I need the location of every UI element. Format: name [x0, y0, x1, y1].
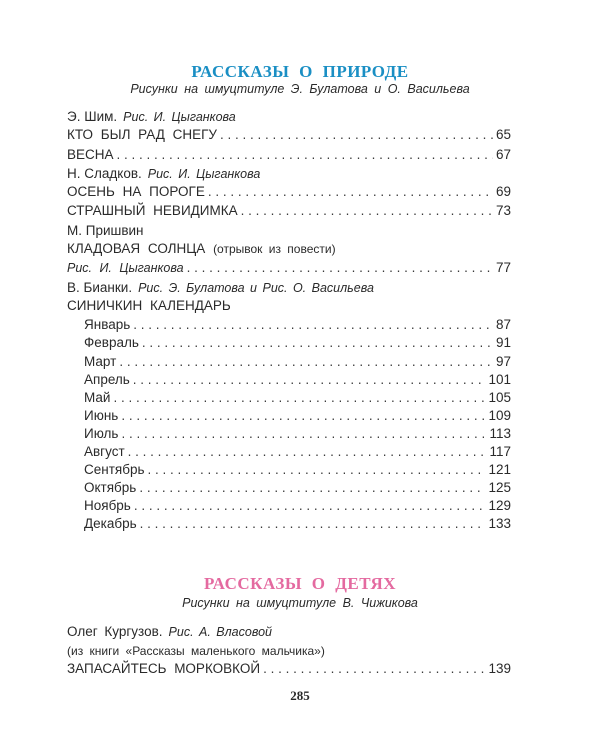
leader-dots: [128, 443, 487, 461]
page-ref: 69: [495, 184, 511, 199]
toc-month-entry[interactable]: [84, 407, 511, 425]
page-ref: 117: [489, 444, 511, 459]
page-ref: 87: [495, 317, 511, 332]
month-title: Август: [84, 444, 125, 459]
leader-dots: [142, 334, 493, 352]
entry-note: (из книги «Рассказы маленького мальчика»): [67, 644, 325, 658]
month-title: Май: [84, 390, 111, 405]
page-ref: 73: [495, 203, 511, 218]
leader-dots: [208, 183, 493, 201]
entry-title: СТРАШНЫЙ НЕВИДИМКА: [67, 203, 238, 218]
entry-title: КТО БЫЛ РАД СНЕГУ: [67, 127, 218, 142]
illustrator: Рис. Э. Булатова и Рис. О. Васильева: [138, 281, 374, 295]
page-ref: 91: [495, 335, 511, 350]
page-ref: 133: [488, 516, 511, 531]
author-line: [67, 623, 511, 641]
illustrator: Рис. И. Цыганкова: [67, 261, 184, 275]
month-title: Декабрь: [84, 516, 137, 531]
leader-dots: [220, 126, 493, 144]
leader-dots: [140, 515, 486, 533]
toc-month-entry[interactable]: [84, 425, 511, 443]
author-line: [67, 279, 511, 297]
toc-month-entry[interactable]: [84, 461, 511, 479]
leader-dots: [187, 259, 493, 277]
toc-month-entry[interactable]: [84, 497, 511, 515]
page-number: 285: [290, 688, 310, 703]
section-subtitle-children: Рисунки на шмуцтитуле В. Чижикова: [182, 596, 418, 610]
toc-month-entry[interactable]: [84, 515, 511, 533]
leader-dots: [117, 146, 493, 164]
toc-entry-title-line[interactable]: [67, 297, 511, 315]
toc-entry[interactable]: [67, 146, 511, 164]
toc-month-entry[interactable]: [84, 443, 511, 461]
leader-dots: [134, 497, 486, 515]
section-title-children: РАССКАЗЫ О ДЕТЯХ: [203, 574, 397, 593]
page-ref: 109: [488, 408, 511, 423]
illustrator: Рис. А. Власовой: [168, 625, 272, 639]
toc-entry[interactable]: [67, 126, 511, 144]
author-name: Н. Сладков.: [67, 166, 142, 181]
toc-entry[interactable]: [67, 202, 511, 220]
author-name: М. Пришвин: [67, 223, 144, 238]
entry-title: ЗАПАСАЙТЕСЬ МОРКОВКОЙ: [67, 661, 261, 676]
page-ref: 67: [495, 147, 511, 162]
month-title: Июнь: [84, 408, 119, 423]
toc-month-entry[interactable]: [84, 353, 511, 371]
author-line: [67, 108, 511, 126]
leader-dots: [121, 425, 486, 443]
page-ref: 113: [489, 426, 511, 441]
section-subtitle-nature: Рисунки на шмуцтитуле Э. Булатова и О. Васильева: [130, 82, 470, 96]
entry-title: ВЕСНА: [67, 147, 114, 162]
month-title: Сентябрь: [84, 462, 145, 477]
toc-month-entry[interactable]: [84, 371, 511, 389]
author-name: В. Бианки.: [67, 280, 133, 295]
toc-month-entry[interactable]: [84, 479, 511, 497]
month-title: Февраль: [84, 335, 139, 350]
page-ref: 97: [495, 354, 511, 369]
author-name: Олег Кургузов.: [67, 624, 163, 639]
author-name: Э. Шим.: [67, 109, 118, 124]
page-ref: 77: [495, 260, 511, 275]
illustrator: Рис. И. Цыганкова: [123, 110, 236, 124]
month-title: Июль: [84, 426, 119, 441]
month-title: Январь: [84, 317, 131, 332]
toc-month-entry[interactable]: [84, 334, 511, 352]
leader-dots: [113, 389, 485, 407]
author-line: [67, 165, 511, 183]
illustrator: Рис. И. Цыганкова: [147, 167, 261, 181]
month-title: Апрель: [84, 372, 130, 387]
page-ref: 139: [488, 661, 511, 676]
toc-month-entry[interactable]: [84, 389, 511, 407]
leader-dots: [133, 316, 493, 334]
toc-entry[interactable]: [67, 259, 511, 277]
page-ref: 129: [488, 498, 511, 513]
month-title: Март: [84, 354, 117, 369]
page-ref: 105: [488, 390, 511, 405]
leader-dots: [121, 407, 485, 425]
page-ref: 101: [488, 372, 511, 387]
section-title-nature: РАССКАЗЫ О ПРИРОДЕ: [191, 62, 409, 81]
month-title: Ноябрь: [84, 498, 131, 513]
toc-entry-title-line[interactable]: [67, 240, 511, 258]
month-title: Октябрь: [84, 480, 137, 495]
author-line: [67, 222, 511, 240]
leader-dots: [147, 461, 485, 479]
page-ref: 121: [488, 462, 511, 477]
entry-title: СИНИЧКИН КАЛЕНДАРЬ: [67, 298, 231, 313]
toc-month-entry[interactable]: [84, 316, 511, 334]
entry-title: КЛАДОВАЯ СОЛНЦА: [67, 241, 206, 256]
leader-dots: [133, 371, 486, 389]
leader-dots: [241, 202, 493, 220]
toc-entry[interactable]: [67, 660, 511, 678]
leader-dots: [119, 353, 493, 371]
leader-dots: [139, 479, 485, 497]
entry-title: ОСЕНЬ НА ПОРОГЕ: [67, 184, 205, 199]
toc-entry[interactable]: [67, 183, 511, 201]
book-note-line: [67, 642, 511, 660]
page-ref: 65: [495, 127, 511, 142]
page-ref: 125: [488, 480, 511, 495]
leader-dots: [263, 660, 485, 678]
entry-note: (отрывок из повести): [213, 242, 336, 256]
